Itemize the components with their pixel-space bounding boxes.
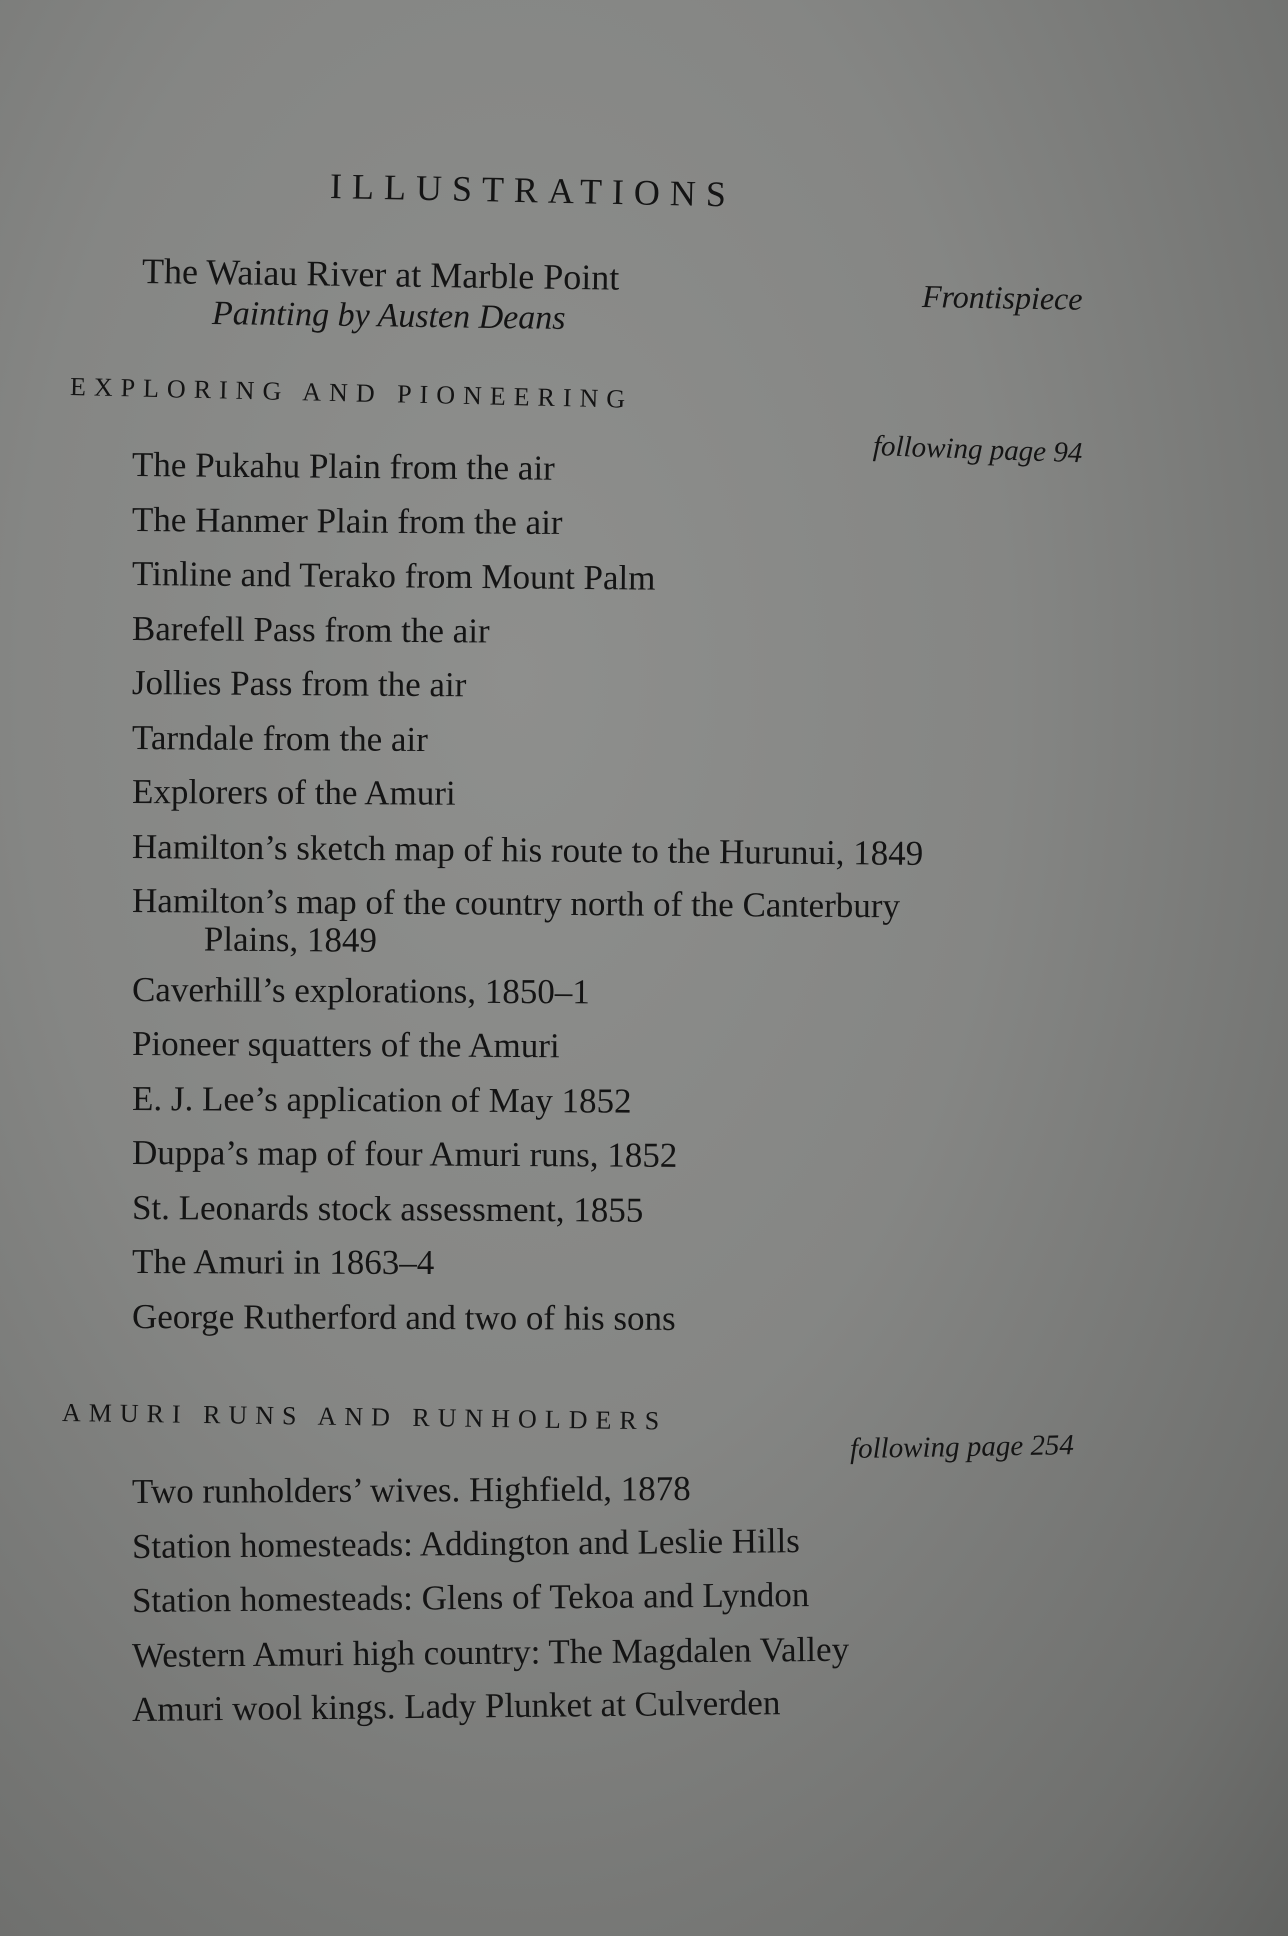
list-item: Barefell Pass from the air: [131, 608, 490, 650]
list-item: Tinline and Terako from Mount Palm: [131, 554, 656, 598]
list-item: Duppa’s map of four Amuri runs, 1852: [131, 1133, 678, 1175]
list-item: Jollies Pass from the air: [131, 663, 467, 705]
frontispiece-label: Frontispiece: [921, 278, 1083, 317]
section-heading-exploring: EXPLORING AND PIONEERING: [69, 372, 634, 414]
list-item: Hamilton’s sketch map of his route to the Hurunui, 1849: [131, 826, 924, 873]
list-item-continuation: Plains, 1849: [203, 919, 378, 960]
section-placement-runs: following page 254: [849, 1429, 1075, 1465]
illustration-list-runs: [132, 1465, 849, 1738]
list-item: Two runholders’ wives. Highfield, 1878: [131, 1469, 691, 1511]
list-item: Station homesteads: Addington and Leslie Hills: [131, 1520, 800, 1566]
list-item: George Rutherford and two of his sons: [131, 1296, 676, 1338]
list-item: Western Amuri high country: The Magdalen Valley: [131, 1629, 850, 1675]
illustration-list-exploring: [132, 438, 923, 1344]
list-item: The Hanmer Plain from the air: [131, 499, 563, 542]
frontispiece-credit: Painting by Austen Deans: [211, 295, 566, 337]
list-item: Caverhill’s explorations, 1850–1: [131, 969, 590, 1011]
list-item: E. J. Lee’s application of May 1852: [131, 1078, 632, 1121]
list-item: Tarndale from the air: [131, 717, 429, 759]
list-item: Explorers of the Amuri: [131, 772, 456, 813]
list-item: Hamilton’s map of the country north of the Canterbury Plains, 1849: [132, 874, 924, 964]
list-item: The Pukahu Plain from the air: [131, 445, 555, 488]
page-title: ILLUSTRATIONS: [329, 166, 737, 215]
frontispiece-title: The Waiau River at Marble Point: [141, 251, 620, 298]
list-item: Pioneer squatters of the Amuri: [131, 1024, 560, 1066]
list-item: Station homesteads: Glens of Tekoa and Lyndon: [131, 1575, 810, 1620]
section-placement-exploring: following page 94: [872, 430, 1083, 470]
section-heading-runs: AMURI RUNS AND RUNHOLDERS: [61, 1398, 668, 1436]
list-item: Amuri wool kings. Lady Plunket at Culverden: [131, 1683, 781, 1729]
list-item: St. Leonards stock assessment, 1855: [131, 1187, 644, 1230]
list-item: The Amuri in 1863–4: [131, 1242, 435, 1283]
